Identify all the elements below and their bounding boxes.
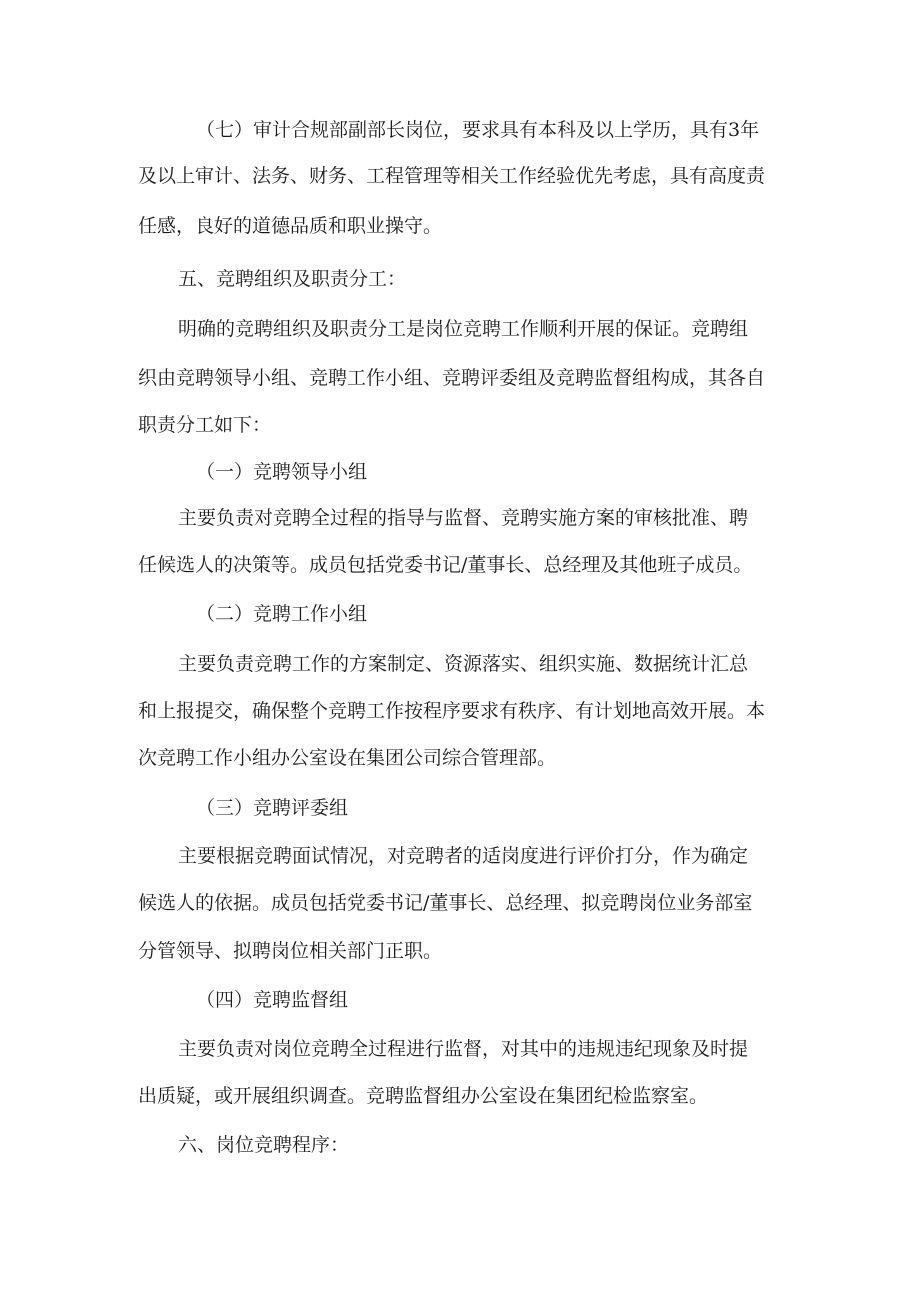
- paragraph-line: 候选人的依据。成员包括党委书记/董事长、总经理、拟竞聘岗位业务部室: [138, 892, 753, 914]
- paragraph-line: 出质疑，或开展组织调查。竞聘监督组办公室设在集团纪检监察室。: [138, 1085, 709, 1107]
- paragraph-line: 任候选人的决策等。成员包括党委书记/董事长、总经理及其他班子成员。: [138, 554, 753, 576]
- paragraph-line: 织由竞聘领导小组、竞聘工作小组、竞聘评委组及竞聘监督组构成，其各自: [138, 367, 766, 389]
- paragraph-line: 明确的竞聘组织及职责分工是岗位竞聘工作顺利开展的保证。竞聘组: [178, 318, 749, 340]
- paragraph-line: 和上报提交，确保整个竞聘工作按程序要求有秩序、有计划地高效开展。本: [138, 700, 766, 722]
- paragraph-line: 次竞聘工作小组办公室设在集团公司综合管理部。: [138, 747, 557, 769]
- paragraph-line: 及以上审计、法务、财务、工程管理等相关工作经验优先考虑，具有高度责: [138, 165, 766, 187]
- subsection-heading: （二）竞聘工作小组: [196, 603, 368, 625]
- paragraph-line: 分管领导、拟聘岗位相关部门正职。: [138, 940, 443, 962]
- paragraph-line: 主要负责对岗位竞聘全过程进行监督，对其中的违规违纪现象及时提: [178, 1038, 749, 1060]
- paragraph-line: 主要根据竞聘面试情况，对竞聘者的适岗度进行评价打分，作为确定: [178, 845, 749, 867]
- paragraph-line: 职责分工如下：: [138, 414, 272, 436]
- subsection-heading: （四）竞聘监督组: [196, 989, 349, 1011]
- subsection-heading: （一）竞聘领导小组: [196, 461, 368, 483]
- paragraph-line: 主要负责竞聘工作的方案制定、资源落实、组织实施、数据统计汇总: [178, 653, 749, 675]
- section-heading: 五、竞聘组织及职责分工：: [178, 268, 407, 290]
- section-heading: 六、岗位竞聘程序：: [178, 1134, 350, 1156]
- subsection-heading: （三）竞聘评委组: [196, 797, 349, 819]
- paragraph-line: （七）审计合规部副部长岗位，要求具有本科及以上学历，具有3年: [196, 119, 760, 141]
- paragraph-line: 任感，良好的道德品质和职业操守。: [138, 215, 443, 237]
- paragraph-line: 主要负责对竞聘全过程的指导与监督、竞聘实施方案的审核批准、聘: [178, 507, 749, 529]
